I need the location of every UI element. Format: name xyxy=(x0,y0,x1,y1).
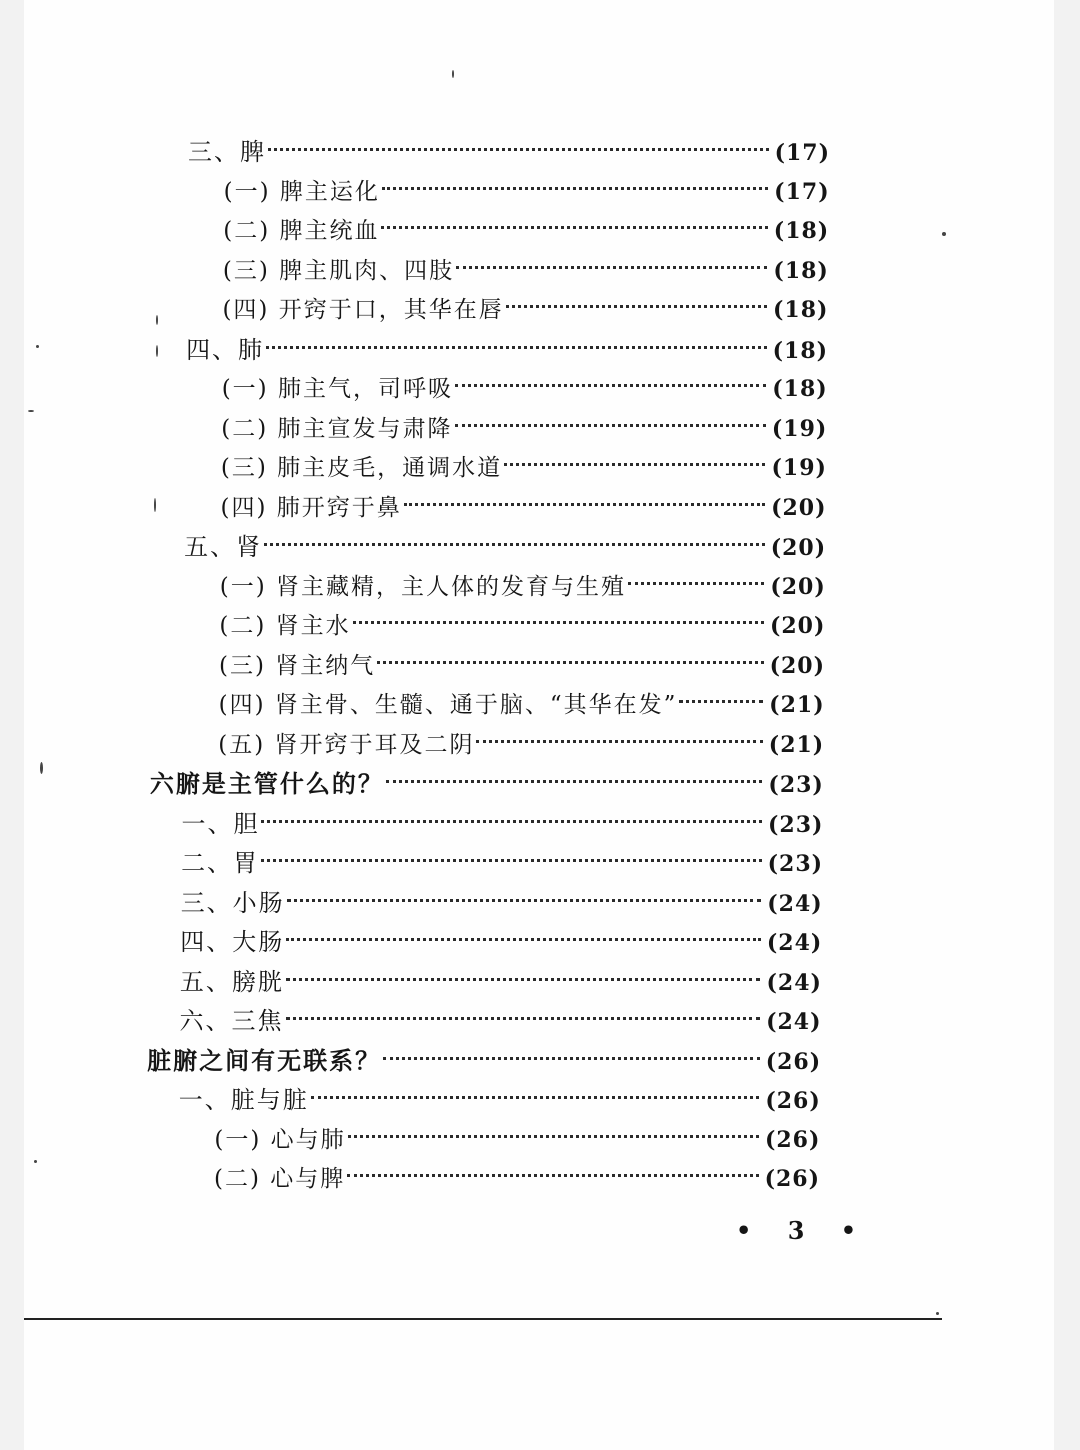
toc-entry xyxy=(221,412,827,446)
bottom-rule xyxy=(24,1318,942,1320)
dot-leader xyxy=(679,700,763,703)
toc-entry-label: (二) 肺主宣发与肃降 xyxy=(221,415,453,442)
toc-entry-label: (三) 肺主皮毛，通调水道 xyxy=(220,455,503,481)
toc-entry-label: (四) 肾主骨、生髓、通于脑、“其华在发” xyxy=(218,692,678,718)
dot-leader xyxy=(348,1135,759,1138)
toc-entry-page: (23) xyxy=(768,811,824,838)
toc-entry xyxy=(181,886,823,920)
toc-entry xyxy=(188,135,830,169)
toc-entry-page: (26) xyxy=(764,1126,821,1153)
toc-entry-label: 六、三焦 xyxy=(179,1007,284,1035)
toc-entry-label: (四) 肺开窍于鼻 xyxy=(220,494,402,521)
dot-leader xyxy=(455,424,766,427)
scan-speck xyxy=(452,70,454,78)
toc-entry xyxy=(219,649,825,683)
dot-leader xyxy=(287,899,762,902)
toc-entry-page: (18) xyxy=(773,218,830,244)
toc-entry-label: (一) 肾主藏精，主人体的发育与生殖 xyxy=(219,573,627,600)
toc-entry-label: (四) 开窍于口，其华在唇 xyxy=(222,297,504,323)
dot-leader xyxy=(386,780,763,783)
table-of-contents xyxy=(24,0,1054,1200)
dot-leader xyxy=(286,938,761,941)
toc-entry-label: 脏腑之间有无联系？ xyxy=(147,1045,382,1075)
dot-leader xyxy=(261,820,762,823)
toc-entry-label: 二、胃 xyxy=(181,849,260,877)
toc-entry-page: (17) xyxy=(774,140,830,166)
toc-entry-page: (18) xyxy=(773,297,829,323)
toc-entry-label: (二) 脾主统血 xyxy=(223,218,380,244)
document-page xyxy=(24,0,1054,1450)
toc-entry-page: (26) xyxy=(765,1088,821,1114)
dot-leader xyxy=(476,740,762,743)
toc-entry xyxy=(186,333,828,367)
toc-entry xyxy=(214,1123,820,1157)
toc-entry-label: (二) 心与脾 xyxy=(214,1166,346,1192)
dot-leader xyxy=(381,226,767,229)
scan-speck xyxy=(156,345,158,357)
toc-entry xyxy=(219,688,825,722)
toc-entry-label: 四、大肠 xyxy=(180,928,285,956)
toc-entry xyxy=(181,807,823,841)
dot-leader xyxy=(286,978,761,981)
toc-entry xyxy=(180,925,822,959)
toc-entry-page: (20) xyxy=(770,535,827,561)
toc-entry xyxy=(221,491,827,525)
toc-entry xyxy=(219,609,825,643)
toc-entry-label: (三) 肾主纳气 xyxy=(219,652,376,679)
dot-leader xyxy=(628,582,764,585)
toc-entry-label: 一、脏与脏 xyxy=(178,1086,309,1114)
toc-entry xyxy=(184,530,826,564)
toc-entry xyxy=(179,1083,821,1117)
toc-entry xyxy=(220,570,826,604)
toc-entry-label: 四、肺 xyxy=(186,335,265,364)
toc-entry-page: (19) xyxy=(771,415,828,442)
toc-entry xyxy=(218,728,824,762)
toc-entry-page: (26) xyxy=(764,1166,820,1192)
dot-leader xyxy=(404,503,765,506)
toc-entry xyxy=(147,1044,821,1078)
scan-speck xyxy=(40,762,43,774)
toc-entry-label: (三) 脾主肌肉、四肢 xyxy=(222,257,455,284)
dot-leader xyxy=(504,463,765,466)
toc-entry-page: (23) xyxy=(767,851,824,877)
toc-entry-label: 五、膀胱 xyxy=(179,967,284,996)
page-number: • 3 • xyxy=(736,1216,871,1245)
toc-entry-page: (18) xyxy=(773,257,829,284)
toc-entry xyxy=(222,293,828,327)
scan-speck xyxy=(154,498,156,512)
dot-leader xyxy=(286,1017,761,1020)
toc-entry xyxy=(180,965,822,999)
dot-leader xyxy=(456,266,767,269)
dot-leader xyxy=(261,859,762,862)
toc-entry-label: (一) 心与肺 xyxy=(214,1126,346,1153)
dot-leader xyxy=(266,346,767,349)
scan-speck xyxy=(28,410,34,412)
toc-entry-page: (20) xyxy=(770,573,826,600)
toc-entry-page: (24) xyxy=(766,930,823,956)
toc-entry xyxy=(224,175,830,209)
toc-entry-label: (五) 肾开窍于耳及二阴 xyxy=(218,731,475,758)
scan-speck xyxy=(36,345,39,348)
toc-entry-page: (21) xyxy=(769,692,825,718)
toc-entry xyxy=(223,254,829,288)
toc-entry-label: 一、胆 xyxy=(181,809,260,838)
dot-leader xyxy=(268,148,769,151)
toc-entry-page: (24) xyxy=(767,890,823,917)
dot-leader xyxy=(506,305,767,308)
toc-entry xyxy=(150,767,824,801)
toc-entry-page: (23) xyxy=(768,772,824,798)
dot-leader xyxy=(347,1174,758,1177)
toc-entry-page: (20) xyxy=(771,494,827,521)
toc-entry-label: (一) 肺主气，司呼吸 xyxy=(221,376,453,402)
toc-entry xyxy=(214,1162,820,1196)
toc-entry-label: 五、肾 xyxy=(184,533,263,561)
scan-speck xyxy=(34,1160,37,1163)
dot-leader xyxy=(311,1096,760,1099)
toc-entry-page: (26) xyxy=(765,1048,822,1075)
dot-leader xyxy=(455,384,766,387)
scan-speck xyxy=(936,1312,939,1315)
dot-leader xyxy=(353,621,764,624)
toc-entry-page: (24) xyxy=(766,1009,822,1035)
toc-entry-label: 三、小肠 xyxy=(180,888,285,917)
toc-entry-label: 三、脾 xyxy=(188,138,266,166)
toc-entry-page: (17) xyxy=(774,178,830,205)
dot-leader xyxy=(377,661,763,664)
toc-entry xyxy=(223,214,829,248)
toc-entry-page: (18) xyxy=(772,376,828,402)
toc-entry xyxy=(221,451,827,485)
toc-entry-label: (二) 肾主水 xyxy=(219,613,351,639)
toc-entry-page: (24) xyxy=(766,969,822,996)
toc-entry-page: (20) xyxy=(769,613,826,639)
toc-entry-page: (21) xyxy=(768,731,825,758)
toc-entry xyxy=(180,1004,822,1038)
dot-leader xyxy=(383,1057,760,1060)
scan-speck xyxy=(156,315,158,325)
dot-leader xyxy=(382,187,768,190)
toc-entry-page: (19) xyxy=(771,455,827,481)
toc-entry-page: (20) xyxy=(769,652,825,679)
toc-entry xyxy=(181,846,823,880)
dot-leader xyxy=(264,543,765,546)
toc-entry-page: (18) xyxy=(772,337,829,364)
scan-speck xyxy=(942,232,946,236)
toc-entry xyxy=(222,372,828,406)
toc-entry-label: 六腑是主管什么的？ xyxy=(149,769,384,798)
toc-entry-label: (一) 脾主运化 xyxy=(223,178,380,205)
